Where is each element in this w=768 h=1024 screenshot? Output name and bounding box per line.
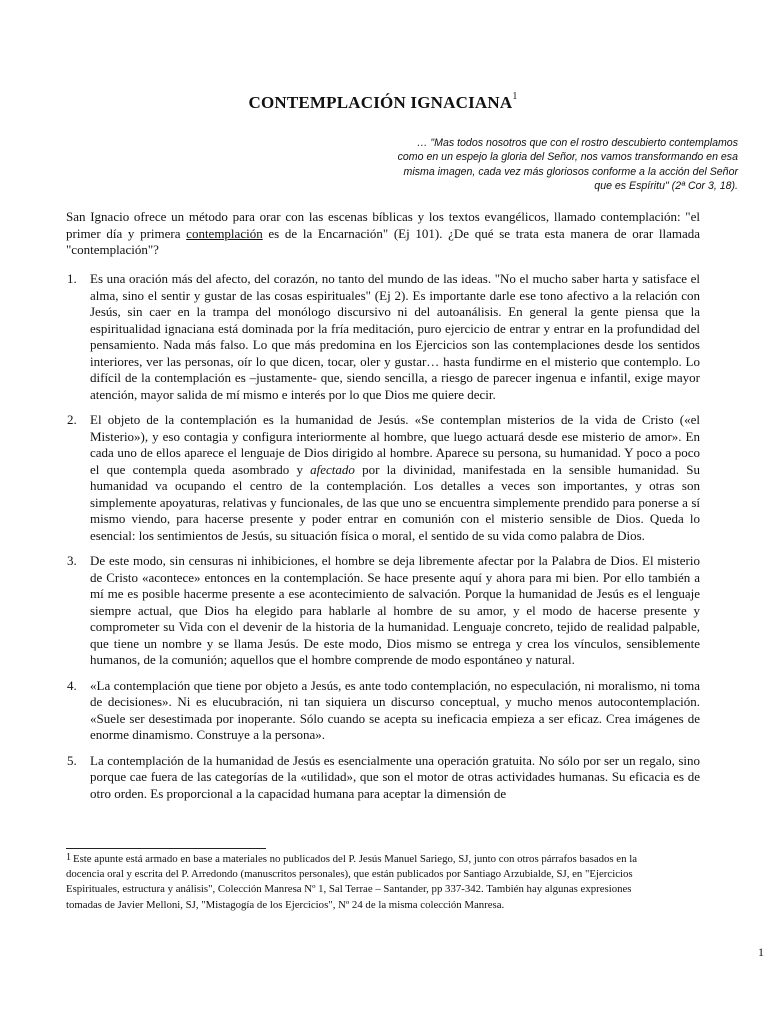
list-item bbox=[66, 553, 700, 669]
list-item-text: Es una oración más del afecto, del corazón, no tanto del mundo de las ideas. "No el mucho saber harta y satisface el alma, sino el sentir y gustar de las cosas espirituales" (Ej 2). Es importante darle ese tono afectivo a la relación con Jesús, sin caer en la trampa del monólogo discursivo ni del autoanálisis. En general la gente piensa que la espiritualidad ignaciana está dominada por la fría meditación, puro ejercicio de entrar y entrar en la profundidad del pensamiento. Nada más falso. Lo que más predomina en los Ejercicios son las contemplaciones desde los sentidos interiores, ver las personas, oír lo que dicen, tocar, oler y gustar… hasta fundirme en el misterio que contemplo. Lo difícil de la contemplación es –justamente- que, siendo sencilla, a riesgo de parecer ingenua e infantil, exige mayor atención, mayor salida de mí mismo e interés por lo que Dios me quiere decir. bbox=[90, 271, 700, 402]
intro-text-after: es de la Encarnación" (Ej 101). ¿De qué se trata esta manera de orar llamada "contemplación"? bbox=[66, 225, 700, 257]
list-item-text-after: por la divinidad, manifestada en la sensible humanidad. Su humanidad va ocupando el centro de la contemplación. Los detalles a veces son importantes, y otras son simplemente apoyaturas, relativas y funcionales, de las que uno se encuentra simplemente prendido para ponerse a sí mismo viendo, para hacerse presente y poder entrar en comunión con el misterio sensible de Dios. Queda lo esencial: los sentimientos de Jesús, su situación física o moral, el sentido de su vida como palabra de Dios. bbox=[90, 461, 700, 543]
list-item bbox=[66, 678, 700, 744]
list-item bbox=[66, 271, 700, 403]
epigraph bbox=[316, 136, 738, 194]
numbered-list bbox=[66, 271, 700, 811]
epigraph-line: misma imagen, cada vez más gloriosos conforme a la acción del Señor bbox=[403, 165, 738, 178]
list-item-text: De este modo, sin censuras ni inhibiciones, el hombre se deja libremente afectar por la Palabra de Dios. El misterio de Cristo «acontece» entonces en la contemplación. Se hace presente aquí y ahora para mi bien. Por ello también a mí me es posible hacerme presente a ese acontecimiento de salvación. Porque la humanidad de Jesús es el lenguaje siempre actual, que Dios ha elegido para hablarle al hombre de su amor, y el modo de hacerse presente y comprometer su Vida con el devenir de la historia de la humanidad. Lenguaje concreto, tejido de realidad palpable, que tiene un nombre y se llama Jesús. De este modo, Dios mismo se entrega y crea los vínculos, sensiblemente humanos, de la comunión; aquellos que el hombre comprende de modo espontáneo y natural. bbox=[90, 553, 700, 667]
list-item-number: 4. bbox=[67, 677, 77, 693]
title-text: CONTEMPLACIÓN IGNACIANA bbox=[248, 93, 513, 112]
list-item-text: La contemplación de la humanidad de Jesús es esencialmente una operación gratuita. No sólo por ser un regalo, sino porque cae fuera de las categorías de la «utilidad», que son el motor de otras actividades humanas. Su eficacia es de otro orden. Es proporcional a la capacidad humana para aceptar la dimensión de bbox=[90, 752, 700, 801]
intro-underlined-word: contemplación bbox=[186, 225, 263, 241]
footnote-marker: 1 bbox=[66, 852, 71, 863]
epigraph-line: … "Mas todos nosotros que con el rostro descubierto contemplamos bbox=[416, 137, 738, 149]
list-item bbox=[66, 753, 700, 803]
list-item-number: 2. bbox=[67, 412, 77, 427]
epigraph-line: que es Espíritu" (2ª Cor 3, 18). bbox=[594, 180, 738, 193]
intro-paragraph bbox=[66, 209, 700, 259]
list-item-number: 5. bbox=[67, 752, 77, 768]
list-item-text-before: El objeto de la contemplación es la humanidad de Jesús. «Se contemplan misterios de la vida de Cristo («el Misterio»), y eso contagia y configura interiormente al hombre, que luego actuará desde ese misterio de amor». En cada uno de ellos aparece el lenguaje de Dios dirigido al hombre. Aparece su persona, su humanidad. Y poco a poco el que contempla queda asombrado y bbox=[90, 412, 700, 477]
list-item-italic-word: afectado bbox=[310, 461, 355, 477]
epigraph-line: como en un espejo la gloria del Señor, nos vamos transformando en esa bbox=[397, 151, 738, 164]
title-footnote-marker: 1 bbox=[512, 91, 518, 102]
page-title bbox=[66, 93, 700, 113]
list-item-number: 3. bbox=[67, 553, 77, 568]
list-item-text: «La contemplación que tiene por objeto a Jesús, es ante todo contemplación, no especulación, ni moralismo, ni toma de decisiones». Ni es elucubración, ni tan siquiera un discurso conceptual, y mucho menos autocontemplación. «Suele ser desestimada por inoperante. Sólo cuando se acepta su ineficacia empieza a ser eficaz. Crea imágenes de enorme dinamismo. Construye a la persona». bbox=[90, 677, 700, 742]
footnote bbox=[66, 852, 656, 913]
list-item bbox=[66, 412, 700, 544]
footnote-separator bbox=[66, 848, 266, 849]
list-item-number: 1. bbox=[67, 271, 77, 286]
page-number: 1 bbox=[758, 945, 764, 959]
footnote-text: Este apunte está armado en base a materiales no publicados del P. Jesús Manuel Sariego, SJ, junto con otros párrafos basados en la docencia oral y escrita del P. Arredondo (manuscritos personales), que están publicados por Santiago Arzubialde, SJ, en "Ejercicios Espirituales, estructura y análisis", Colección Manresa Nº 1, Sal Terrae – Santander, pp 337-342. También hay algunas expresiones tomadas de Javier Melloni, SJ, "Mistagogía de los Ejercicios", Nº 24 de la misma colección Manresa. bbox=[66, 853, 637, 911]
intro-text-before: San Ignacio ofrece un método para orar con las escenas bíblicas y los textos evangélicos, llamado contemplación: "el primer día y primera bbox=[66, 209, 700, 241]
